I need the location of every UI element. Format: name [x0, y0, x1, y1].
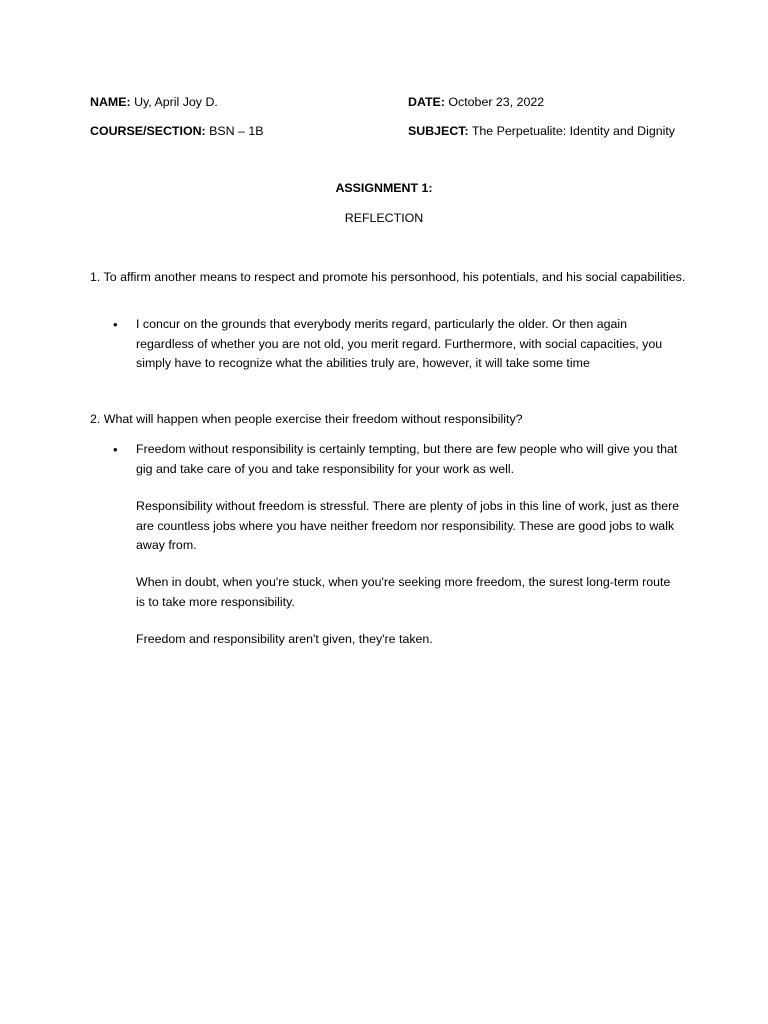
subject-value: The Perpetualite: Identity and Dignity: [471, 124, 675, 138]
date-label: DATE:: [408, 95, 445, 109]
answer-2-paragraph-4: Freedom and responsibility aren't given, they're taken.: [136, 632, 433, 646]
assignment-title: ASSIGNMENT 1:: [335, 181, 433, 195]
name-value: Uy, April Joy D.: [134, 95, 218, 109]
answer-2-paragraph-1: Freedom without responsibility is certainly tempting, but there are few people who will give you that gig and take care of you and take responsibility for your work as well.: [136, 442, 678, 476]
assignment-subtitle: REFLECTION: [344, 211, 424, 225]
name-label: NAME:: [90, 95, 131, 109]
course-label: COURSE/SECTION:: [90, 124, 206, 138]
question-2: 2. What will happen when people exercise their freedom without responsibility?: [90, 412, 523, 426]
course-value: BSN – 1B: [209, 124, 264, 138]
date-field: [408, 94, 544, 110]
subject-label: SUBJECT:: [408, 124, 469, 138]
date-value: October 23, 2022: [448, 95, 545, 109]
name-field: [90, 94, 218, 110]
subject-field: [408, 123, 675, 139]
answer-2-paragraph-3: When in doubt, when you're stuck, when you're seeking more freedom, the surest long-term route is to take more responsibility.: [136, 575, 671, 609]
bullet-1: •: [113, 317, 118, 332]
bullet-2: •: [113, 442, 118, 457]
course-field: [90, 123, 264, 139]
answer-1: I concur on the grounds that everybody merits regard, particularly the older. Or then again regardless of whether you are not old, you merit regard. Furthermore, with social capacities, you simply have to recognize what the abilities truly are, however, it will take some time: [136, 317, 663, 370]
question-1: 1. To affirm another means to respect and promote his personhood, his potentials, and his social capabilities.: [90, 270, 686, 284]
answer-2-paragraph-2: Responsibility without freedom is stressful. There are plenty of jobs in this line of work, just as there are countless jobs where you have neither freedom nor responsibility. These are good jobs to walk away from.: [136, 499, 680, 552]
